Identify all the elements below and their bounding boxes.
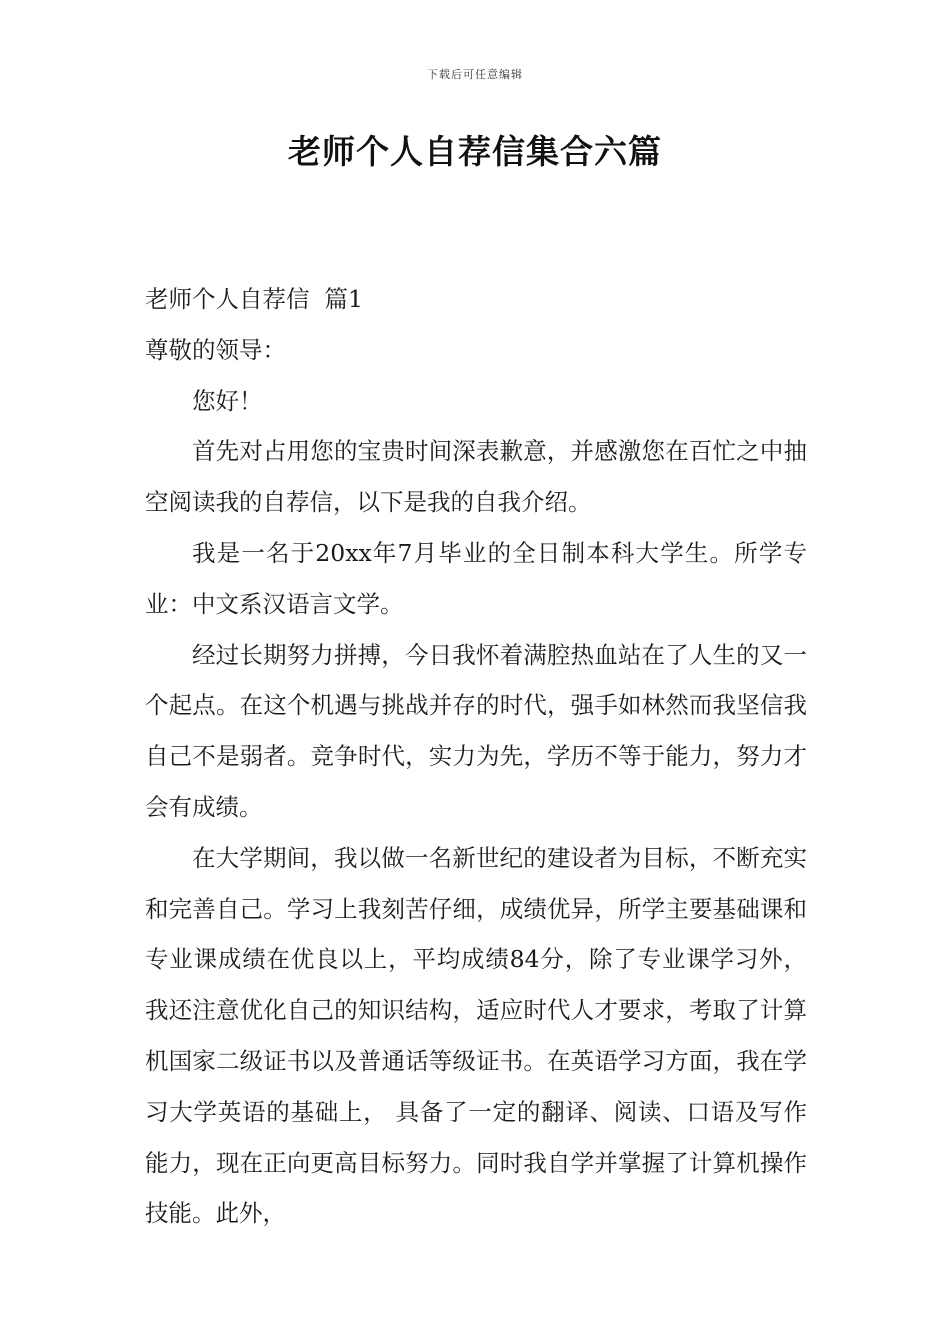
document-title: 老师个人自荐信集合六篇	[288, 132, 662, 171]
paragraph-motivation: 经过长期努力拼搏，今日我怀着满腔热血站在了人生的又一个起点。在这个机遇与挑战并存的时代，强手如林然而我坚信我自己不是弱者。竞争时代，实力为先，学历不等于能力，努力才会有成绩。	[145, 640, 807, 821]
document-body	[145, 274, 807, 1239]
salutation: 尊敬的领导：	[145, 335, 286, 364]
paragraph-apology: 首先对占用您的宝贵时间深表歉意，并感激您在百忙之中抽空阅读我的自荐信，以下是我的自我介绍。	[145, 437, 807, 517]
greeting: 您好！	[192, 386, 263, 415]
paragraph-education: 我是一名于20xx年7月毕业的全日制本科大学生。所学专业：中文系汉语言文学。	[145, 538, 807, 618]
header-note: 下载后可任意编辑	[427, 68, 523, 81]
paragraph-university: 在大学期间，我以做一名新世纪的建设者为目标，不断充实和完善自己。学习上我刻苦仔细，成绩优异，所学主要基础课和专业课成绩在优良以上，平均成绩84分，除了专业课学习外，我还注意优化自己的知识结构，适应时代人才要求，考取了计算机国家二级证书以及普通话等级证书。在英语学习方面，我在学习大学英语的基础上， 具备了一定的翻译、阅读、口语及写作能力，现在正向更高目标努力。同时我自学并掌握了计算机操作技能。此外，	[145, 843, 807, 1228]
section-heading: 老师个人自荐信 篇1	[145, 285, 363, 313]
